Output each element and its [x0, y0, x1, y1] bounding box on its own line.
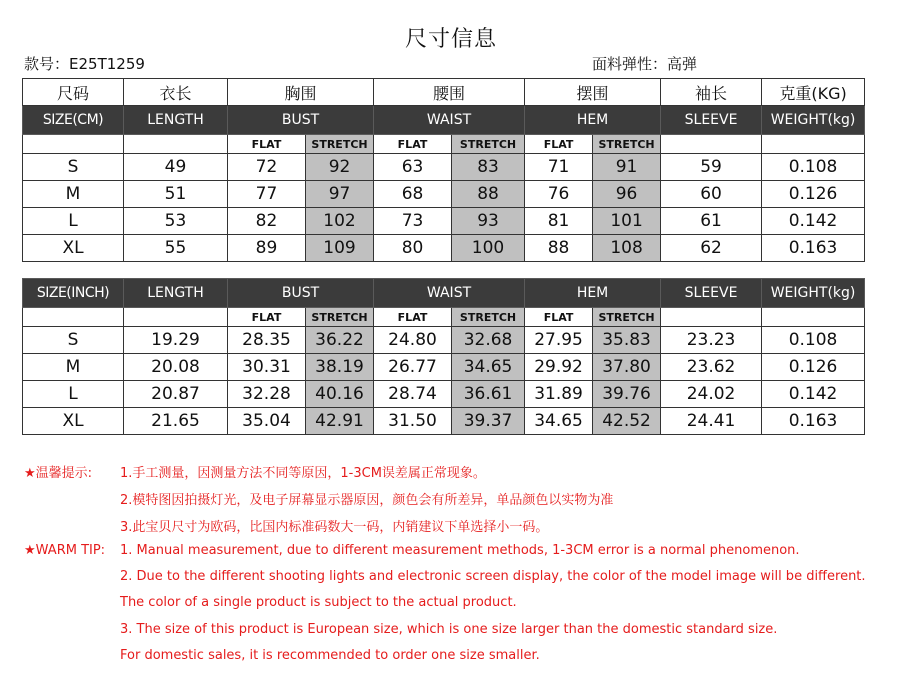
note-en-3: 3. The size of this product is European size, which is one size larger than the domestic standard size. [120, 622, 778, 637]
cell-bust-flat: 89 [228, 235, 306, 262]
cell-bust-stretch: 36.22 [306, 327, 374, 354]
sub-flat: FLAT [525, 135, 593, 154]
header-bust: BUST [228, 279, 374, 308]
cell-bust-flat: 28.35 [228, 327, 306, 354]
cell-hem-stretch: 96 [593, 181, 661, 208]
cell-length: 19.29 [124, 327, 228, 354]
note-en-2: 2. Due to the different shooting lights and electronic screen display, the color of the model image will be different. [120, 569, 866, 584]
cell-waist-flat: 68 [374, 181, 452, 208]
cell-size: L [23, 381, 124, 408]
cell-bust-flat: 30.31 [228, 354, 306, 381]
sub-empty [124, 135, 228, 154]
en-header-row [23, 106, 865, 135]
cell-weight: 0.142 [762, 381, 865, 408]
sub-empty [762, 135, 865, 154]
cell-waist-flat: 31.50 [374, 408, 452, 435]
cell-sleeve: 23.62 [661, 354, 762, 381]
cell-size: L [23, 208, 124, 235]
cell-length: 21.65 [124, 408, 228, 435]
cell-waist-flat: 73 [374, 208, 452, 235]
cell-length: 20.08 [124, 354, 228, 381]
sub-flat: FLAT [228, 308, 306, 327]
cell-waist-flat: 80 [374, 235, 452, 262]
cell-hem-flat: 71 [525, 154, 593, 181]
header-length: LENGTH [124, 279, 228, 308]
cell-sleeve: 59 [661, 154, 762, 181]
cell-sleeve: 61 [661, 208, 762, 235]
cn-header-row [23, 79, 865, 106]
header-weight-cn: 克重(KG) [762, 79, 865, 106]
warm-tip-label-en: ★WARM TIP: [24, 543, 106, 558]
note-en-3b: For domestic sales, it is recommended to order one size smaller. [120, 648, 540, 663]
sub-flat: FLAT [374, 308, 452, 327]
cell-waist-stretch: 39.37 [452, 408, 525, 435]
cell-sleeve: 24.02 [661, 381, 762, 408]
cell-hem-flat: 34.65 [525, 408, 593, 435]
cell-bust-stretch: 38.19 [306, 354, 374, 381]
cell-sleeve: 60 [661, 181, 762, 208]
cell-waist-stretch: 88 [452, 181, 525, 208]
cell-hem-stretch: 39.76 [593, 381, 661, 408]
note-en-1: 1. Manual measurement, due to different measurement methods, 1-3CM error is a normal phenomenon. [120, 543, 800, 558]
header-bust: BUST [228, 106, 374, 135]
size-table-cm [22, 78, 865, 262]
cell-bust-flat: 77 [228, 181, 306, 208]
sub-stretch: STRETCH [593, 308, 661, 327]
cell-waist-stretch: 34.65 [452, 354, 525, 381]
sub-stretch: STRETCH [306, 308, 374, 327]
cell-waist-stretch: 83 [452, 154, 525, 181]
note-en-2b: The color of a single product is subject to the actual product. [120, 595, 517, 610]
style-number: 款号：E25T1259 [24, 55, 145, 73]
header-bust-cn: 胸围 [228, 79, 374, 106]
header-sleeve: SLEEVE [661, 106, 762, 135]
header-hem: HEM [525, 106, 661, 135]
cell-hem-stretch: 35.83 [593, 327, 661, 354]
cell-waist-stretch: 36.61 [452, 381, 525, 408]
cell-bust-stretch: 97 [306, 181, 374, 208]
cell-size: S [23, 327, 124, 354]
cell-hem-flat: 88 [525, 235, 593, 262]
table-row [23, 181, 865, 208]
header-hem: HEM [525, 279, 661, 308]
cell-waist-flat: 24.80 [374, 327, 452, 354]
cell-bust-stretch: 102 [306, 208, 374, 235]
sub-flat: FLAT [525, 308, 593, 327]
cell-waist-stretch: 32.68 [452, 327, 525, 354]
sub-stretch: STRETCH [306, 135, 374, 154]
flat-stretch-row [23, 135, 865, 154]
cell-waist-stretch: 93 [452, 208, 525, 235]
cell-hem-flat: 76 [525, 181, 593, 208]
cell-size: S [23, 154, 124, 181]
cell-size: M [23, 354, 124, 381]
sub-empty [23, 135, 124, 154]
cell-hem-stretch: 37.80 [593, 354, 661, 381]
header-weight: WEIGHT(kg) [762, 106, 865, 135]
cell-length: 55 [124, 235, 228, 262]
cell-hem-stretch: 101 [593, 208, 661, 235]
header-size-cn: 尺码 [23, 79, 124, 106]
header-length-cn: 衣长 [124, 79, 228, 106]
cell-weight: 0.126 [762, 354, 865, 381]
cell-weight: 0.142 [762, 208, 865, 235]
note-cn-2: 2.模特图因拍摄灯光，及电子屏幕显示器原因，颜色会有所差异，单品颜色以实物为准 [120, 493, 614, 508]
flat-stretch-row [23, 308, 865, 327]
size-table-inch [22, 278, 865, 435]
table-row [23, 408, 865, 435]
cell-bust-stretch: 42.91 [306, 408, 374, 435]
cell-sleeve: 24.41 [661, 408, 762, 435]
cell-waist-flat: 26.77 [374, 354, 452, 381]
cell-weight: 0.163 [762, 235, 865, 262]
cell-hem-stretch: 42.52 [593, 408, 661, 435]
cell-weight: 0.163 [762, 408, 865, 435]
header-size: SIZE(CM) [23, 106, 124, 135]
sub-flat: FLAT [228, 135, 306, 154]
cell-length: 53 [124, 208, 228, 235]
cell-bust-flat: 35.04 [228, 408, 306, 435]
table-row [23, 154, 865, 181]
cell-waist-flat: 28.74 [374, 381, 452, 408]
cell-bust-flat: 32.28 [228, 381, 306, 408]
header-length: LENGTH [124, 106, 228, 135]
table-row [23, 354, 865, 381]
cell-bust-flat: 72 [228, 154, 306, 181]
sub-flat: FLAT [374, 135, 452, 154]
cell-size: XL [23, 408, 124, 435]
warm-tip-label-cn: ★温馨提示: [24, 466, 93, 481]
sub-stretch: STRETCH [452, 308, 525, 327]
header-waist: WAIST [374, 106, 525, 135]
sub-stretch: STRETCH [593, 135, 661, 154]
cell-bust-stretch: 109 [306, 235, 374, 262]
table-row [23, 235, 865, 262]
cell-weight: 0.126 [762, 181, 865, 208]
cell-waist-stretch: 100 [452, 235, 525, 262]
cell-bust-stretch: 92 [306, 154, 374, 181]
header-waist: WAIST [374, 279, 525, 308]
cell-length: 49 [124, 154, 228, 181]
cell-bust-stretch: 40.16 [306, 381, 374, 408]
table-row [23, 208, 865, 235]
cell-waist-flat: 63 [374, 154, 452, 181]
cell-length: 20.87 [124, 381, 228, 408]
cell-weight: 0.108 [762, 154, 865, 181]
cell-hem-flat: 81 [525, 208, 593, 235]
note-cn-1: 1.手工测量，因测量方法不同等原因，1-3CM误差属正常现象。 [120, 466, 486, 481]
note-cn-3: 3.此宝贝尺寸为欧码，比国内标准码数大一码，内销建议下单选择小一码。 [120, 520, 549, 535]
sub-empty [762, 308, 865, 327]
page-title: 尺寸信息 [404, 27, 497, 52]
header-sleeve: SLEEVE [661, 279, 762, 308]
fabric-elasticity: 面料弹性：高弹 [592, 55, 698, 73]
header-size: SIZE(INCH) [23, 279, 124, 308]
sub-empty [23, 308, 124, 327]
sub-empty [124, 308, 228, 327]
cell-size: XL [23, 235, 124, 262]
sub-empty [661, 135, 762, 154]
sub-empty [661, 308, 762, 327]
table-row [23, 381, 865, 408]
cell-hem-flat: 31.89 [525, 381, 593, 408]
cell-hem-stretch: 108 [593, 235, 661, 262]
cell-sleeve: 62 [661, 235, 762, 262]
header-waist-cn: 腰围 [374, 79, 525, 106]
table-row [23, 327, 865, 354]
header-weight: WEIGHT(kg) [762, 279, 865, 308]
cell-hem-flat: 27.95 [525, 327, 593, 354]
en-header-row [23, 279, 865, 308]
cell-sleeve: 23.23 [661, 327, 762, 354]
cell-hem-stretch: 91 [593, 154, 661, 181]
cell-size: M [23, 181, 124, 208]
header-sleeve-cn: 袖长 [661, 79, 762, 106]
header-hem-cn: 摆围 [525, 79, 661, 106]
cell-hem-flat: 29.92 [525, 354, 593, 381]
cell-bust-flat: 82 [228, 208, 306, 235]
cell-length: 51 [124, 181, 228, 208]
sub-stretch: STRETCH [452, 135, 525, 154]
cell-weight: 0.108 [762, 327, 865, 354]
